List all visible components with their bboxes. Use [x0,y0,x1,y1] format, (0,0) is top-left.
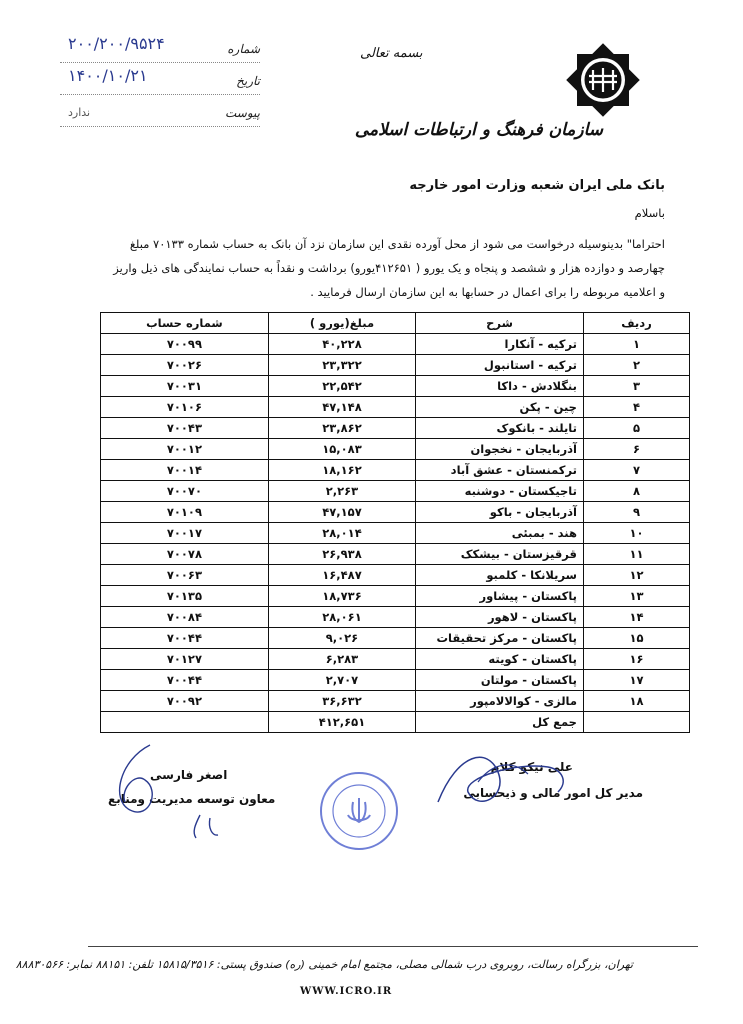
header-description: شرح [416,313,584,334]
total-empty-cell [583,712,689,733]
right-signature-icon [418,742,578,822]
row-account: ۷۰۰۱۴ [101,460,269,481]
row-account: ۷۰۰۷۰ [101,481,269,502]
attachment-value: ندارد [68,106,91,119]
row-number: ۸ [583,481,689,502]
recipient: بانک ملی ایران شعبه وزارت امور خارجه [409,178,665,193]
row-amount: ۲۸,۰۱۴ [268,523,415,544]
row-account: ۷۰۱۰۹ [101,502,269,523]
date-field [60,66,260,95]
left-signatory-name: اصغر فارسی [150,768,228,782]
table-row [101,628,690,649]
row-amount: ۴۷,۱۵۷ [268,502,415,523]
body-line-1: احتراما" بدینوسیله درخواست می شود از محل آورده نقدی این سازمان نزد آن بانک به حساب شماره ۷۰۱۳۳ مبلغ [129,237,665,251]
row-description: چین - پکن [416,397,584,418]
row-number: ۱۴ [583,607,689,628]
table-row [101,355,690,376]
date-label: تاریخ [236,74,260,88]
greeting: باسلام [634,206,665,220]
row-number: ۱۷ [583,670,689,691]
table-row [101,418,690,439]
basmala: بسمه تعالی [360,46,423,61]
row-amount: ۲,۷۰۷ [268,670,415,691]
official-stamp-icon [318,770,400,852]
table-row [101,397,690,418]
row-number: ۴ [583,397,689,418]
number-field [60,34,260,63]
row-number: ۲ [583,355,689,376]
header-account: شماره حساب [101,313,269,334]
row-number: ۶ [583,439,689,460]
row-description: تاجیکستان - دوشنبه [416,481,584,502]
row-amount: ۳۶,۶۳۲ [268,691,415,712]
row-account: ۷۰۰۴۴ [101,670,269,691]
row-account: ۷۰۱۳۵ [101,586,269,607]
table-row [101,565,690,586]
left-signature-icon [100,740,240,850]
right-signatory-name: علی نیکو کلام [490,760,573,774]
row-amount: ۲,۲۶۳ [268,481,415,502]
footer-website: WWW.ICRO.IR [300,986,393,997]
table-row [101,607,690,628]
total-label: جمع کل [416,712,584,733]
row-description: قرقیزستان - بیشکک [416,544,584,565]
footer-divider [88,946,698,947]
row-amount: ۱۵,۰۸۳ [268,439,415,460]
right-signatory-title: مدیر کل امور مالی و ذیحسابی [463,786,643,800]
transfer-table [100,312,690,733]
header-amount: مبلغ(یورو ) [268,313,415,334]
row-account: ۷۰۱۰۶ [101,397,269,418]
row-amount: ۴۰,۲۲۸ [268,334,415,355]
table-row [101,481,690,502]
attachment-label: پیوست [225,106,260,120]
org-name: سازمان فرهنگ و ارتباطات اسلامی [354,120,603,140]
row-number: ۱۶ [583,649,689,670]
row-description: ترکمنستان - عشق آباد [416,460,584,481]
table-row [101,376,690,397]
row-amount: ۱۶,۴۸۷ [268,565,415,586]
row-description: آذربایجان - باکو [416,502,584,523]
footer-address: تهران، بزرگراه رسالت، روبروی درب شمالی مصلی، مجتمع امام خمینی (ره) صندوق پستی: ۱۵۸۱۵/۳۵۱۶ تلفن: ۸۸۱۵۱ نمابر: ۸۸۸۳۰۵۶۶ [15,958,633,971]
row-number: ۱۸ [583,691,689,712]
row-number: ۱ [583,334,689,355]
row-number: ۱۵ [583,628,689,649]
table-row [101,439,690,460]
date-value: ۱۴۰۰/۱۰/۲۱ [68,66,148,85]
row-account: ۷۰۰۲۶ [101,355,269,376]
row-description: ترکیه - آنکارا [416,334,584,355]
row-description: تایلند - بانکوک [416,418,584,439]
table-row [101,670,690,691]
total-row [101,712,690,733]
table-row [101,691,690,712]
left-signatory-title: معاون توسعه مدیریت ومنابع [108,792,276,806]
row-description: بنگلادش - داکا [416,376,584,397]
row-account: ۷۰۰۶۳ [101,565,269,586]
row-account: ۷۰۰۴۴ [101,628,269,649]
row-description: مالزی - کوالالامپور [416,691,584,712]
row-description: ترکیه - استانبول [416,355,584,376]
row-account: ۷۰۰۱۲ [101,439,269,460]
row-number: ۱۱ [583,544,689,565]
table-row [101,523,690,544]
row-account: ۷۰۰۴۳ [101,418,269,439]
table-row [101,586,690,607]
row-number: ۷ [583,460,689,481]
row-number: ۵ [583,418,689,439]
row-amount: ۲۲,۵۴۲ [268,376,415,397]
row-account: ۷۰۰۹۲ [101,691,269,712]
body-line-3: و اعلامیه مربوطه را برای اعمال در حسابها به این سازمان ارسال فرمایید . [310,285,665,299]
row-number: ۱۲ [583,565,689,586]
row-description: پاکستان - لاهور [416,607,584,628]
row-description: پاکستان - کویته [416,649,584,670]
row-account: ۷۰۰۸۴ [101,607,269,628]
row-number: ۳ [583,376,689,397]
table-row [101,544,690,565]
row-account: ۷۰۰۳۱ [101,376,269,397]
row-amount: ۲۳,۳۲۲ [268,355,415,376]
row-amount: ۲۸,۰۶۱ [268,607,415,628]
row-account: ۷۰۱۲۷ [101,649,269,670]
row-number: ۱۳ [583,586,689,607]
row-account: ۷۰۰۹۹ [101,334,269,355]
header-row-number: ردیف [583,313,689,334]
total-empty-cell [101,712,269,733]
row-amount: ۹,۰۲۶ [268,628,415,649]
number-value: ۲۰۰/۲۰۰/۹۵۲۴ [68,34,165,53]
row-amount: ۱۸,۱۶۲ [268,460,415,481]
row-number: ۱۰ [583,523,689,544]
row-description: آذربایجان - نخجوان [416,439,584,460]
row-description: سریلانکا - کلمبو [416,565,584,586]
table-row [101,460,690,481]
row-amount: ۴۷,۱۴۸ [268,397,415,418]
total-amount: ۴۱۲,۶۵۱ [268,712,415,733]
row-description: پاکستان - پیشاور [416,586,584,607]
body-line-2: چهارصد و دوازده هزار و ششصد و پنجاه و یک یورو ( ۴۱۲۶۵۱یورو) برداشت و نقداً به حساب نمایندگی های ذیل واریز [113,261,665,275]
table-row [101,502,690,523]
number-label: شماره [227,42,260,56]
row-amount: ۲۶,۹۳۸ [268,544,415,565]
row-description: پاکستان - مرکز تحقیقات [416,628,584,649]
row-description: پاکستان - مولتان [416,670,584,691]
table-row [101,334,690,355]
table-header-row [101,313,690,334]
row-description: هند - بمبئی [416,523,584,544]
row-amount: ۲۳,۸۶۲ [268,418,415,439]
table-row [101,649,690,670]
org-logo-icon [558,40,648,120]
row-account: ۷۰۰۱۷ [101,523,269,544]
attachment-field [60,104,260,127]
row-amount: ۶,۲۸۳ [268,649,415,670]
row-account: ۷۰۰۷۸ [101,544,269,565]
row-amount: ۱۸,۷۳۶ [268,586,415,607]
row-number: ۹ [583,502,689,523]
